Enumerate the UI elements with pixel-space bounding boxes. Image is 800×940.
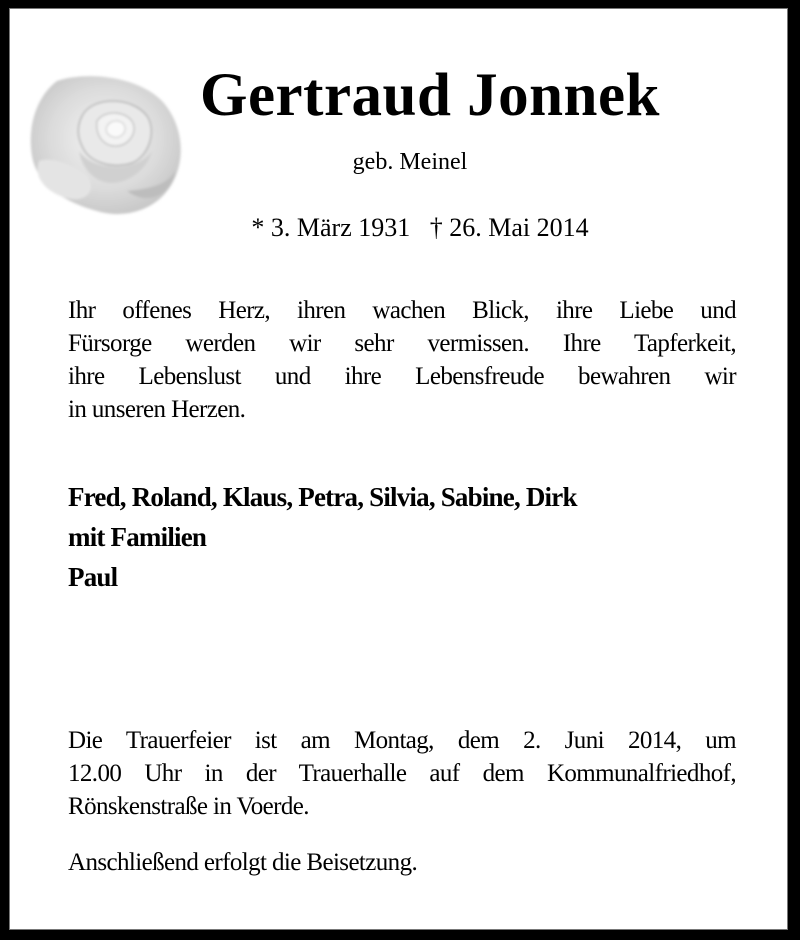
rose-icon xyxy=(27,71,187,221)
mourner-line: Fred, Roland, Klaus, Petra, Silvia, Sabine, Dirk xyxy=(68,482,577,512)
tribute-line: Ihr offenes Herz, ihren wachen Blick, ihre Liebe und xyxy=(68,297,736,324)
burial-note: Anschließend erfolgt die Beisetzung. xyxy=(68,849,418,876)
funeral-line: Die Trauerfeier ist am Montag, dem 2. Juni 2014, um xyxy=(68,727,736,754)
maiden-name: geb. Meinel xyxy=(352,149,468,175)
tribute-line: ihre Lebenslust und ihre Lebensfreude bewahren wir xyxy=(68,363,736,390)
mourner-line: Paul xyxy=(68,562,118,592)
life-dates xyxy=(160,212,680,244)
deceased-name: Gertraud Jonnek xyxy=(200,62,660,129)
funeral-line: 12.00 Uhr in der Trauerhalle auf dem Kommunalfriedhof, xyxy=(68,760,736,787)
birth-date: * 3. März 1931 xyxy=(251,213,411,242)
mourners-list xyxy=(68,477,748,597)
tribute-line: Fürsorge werden wir sehr vermissen. Ihre Tapferkeit, xyxy=(68,330,736,357)
obituary-card xyxy=(9,8,788,930)
death-date: † 26. Mai 2014 xyxy=(429,213,589,242)
mourner-line: mit Familien xyxy=(68,522,207,552)
tribute-line: in unseren Herzen. xyxy=(68,396,246,423)
funeral-paragraph xyxy=(68,724,736,823)
tribute-paragraph xyxy=(68,294,736,426)
funeral-line: Rönskenstraße in Voerde. xyxy=(68,793,309,820)
